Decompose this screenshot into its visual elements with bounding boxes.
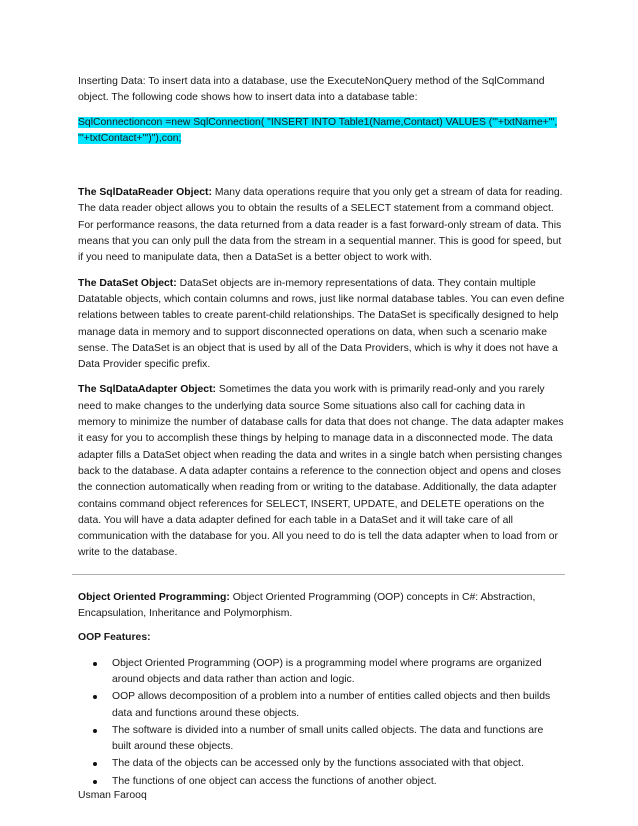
list-item [78, 689, 565, 722]
list-item [78, 756, 565, 772]
section-body: DataSet objects are in-memory representations of data. They contain multiple Datatable objects, which contain columns and rows, just like normal database tables. You can even define relations between tables to create parent-child relationships. The DataSet is specifically designed to help manage data in memory and to support disconnected operations on data, when such a scenario make sense. The DataSet is an object that is used by all of the Data Providers, which is why it does not have a Data Provider specific prefix. [78, 277, 565, 371]
bullet-icon [93, 695, 97, 699]
bullet-icon [93, 662, 97, 666]
features-heading: OOP Features: [78, 632, 151, 644]
section-heading: Object Oriented Programming: [78, 591, 230, 603]
bullet-icon [93, 729, 97, 733]
list-item [78, 656, 565, 689]
section-body: Many data operations require that you only get a stream of data for reading. The data reader object allows you to obtain the results of a SELECT statement from a command object. For performance reasons, the data returned from a data reader is a fast forward-only stream of data. This means that you can only pull the data from the stream in a sequential manner. This is good for speed, but if you need to manipulate data, then a DataSet is a better object to work with. [78, 187, 563, 264]
page-footer-author: Usman Farooq [78, 790, 147, 801]
highlighted-code: SqlConnectioncon =new SqlConnection( "INSERT INTO Table1(Name,Contact) VALUES ('"+txtName+"', '"+txtContact+"')"),con; [78, 116, 558, 144]
code-snippet [78, 115, 565, 148]
list-item-text: The data of the objects can be accessed only by the functions associated with that object. [112, 758, 524, 770]
list-item-text: The software is divided into a number of small units called objects. The data and functions are built around these objects. [112, 724, 544, 753]
list-item-text: OOP allows decomposition of a problem into a number of entities called objects and then builds data and functions around these objects. [112, 691, 551, 719]
section-body: Sometimes the data you work with is primarily read-only and you rarely need to make changes to the underlying data source Some situations also call for caching data in memory to minimize the number of database calls for data that does not change. The data adapter makes it easy for you to accomplish these things by helping to manage data in a disconnected mode. The data adapter fills a DataSet object when reading the data and writes in a single batch when persisting changes back to the database. A data adapter contains a reference to the connection object and opens and closes the connection automatically when reading from or writing to the database. Additionally, the data adapter contains command object references for SELECT, INSERT, UPDATE, and DELETE operations on the data. You will have a data adapter defined for each table in a DataSet and it will take care of all communication with the database for you. All you need to do is tell the data adapter when to load from or write to the database. [78, 384, 564, 559]
list-item-text: Object Oriented Programming (OOP) is a programming model where programs are organized around objects and data rather than action and logic. [112, 657, 542, 685]
intro-paragraph: Inserting Data: To insert data into a database, use the ExecuteNonQuery method of the SqlCommand object. The following code shows how to insert data into a database table: [78, 76, 545, 104]
bullet-icon [93, 762, 97, 766]
oop-paragraph [78, 590, 565, 623]
bullet-icon [93, 780, 97, 784]
section-heading: The SqlDataAdapter Object: [78, 384, 216, 396]
list-item-text: The functions of one object can access the functions of another object. [112, 775, 437, 787]
dataset-paragraph [78, 276, 565, 374]
document-page [78, 74, 565, 791]
sqldataadapter-paragraph [78, 382, 565, 561]
list-item [78, 723, 565, 756]
section-heading: The SqlDataReader Object: [78, 187, 212, 199]
horizontal-divider [72, 574, 565, 575]
sqldatareader-paragraph [78, 185, 565, 266]
features-list [78, 656, 565, 790]
list-item [78, 774, 565, 790]
section-heading: The DataSet Object: [78, 277, 177, 289]
section-body: Object Oriented Programming (OOP) concepts in C#: Abstraction, Encapsulation, Inheritance and Polymorphism. [78, 591, 536, 620]
